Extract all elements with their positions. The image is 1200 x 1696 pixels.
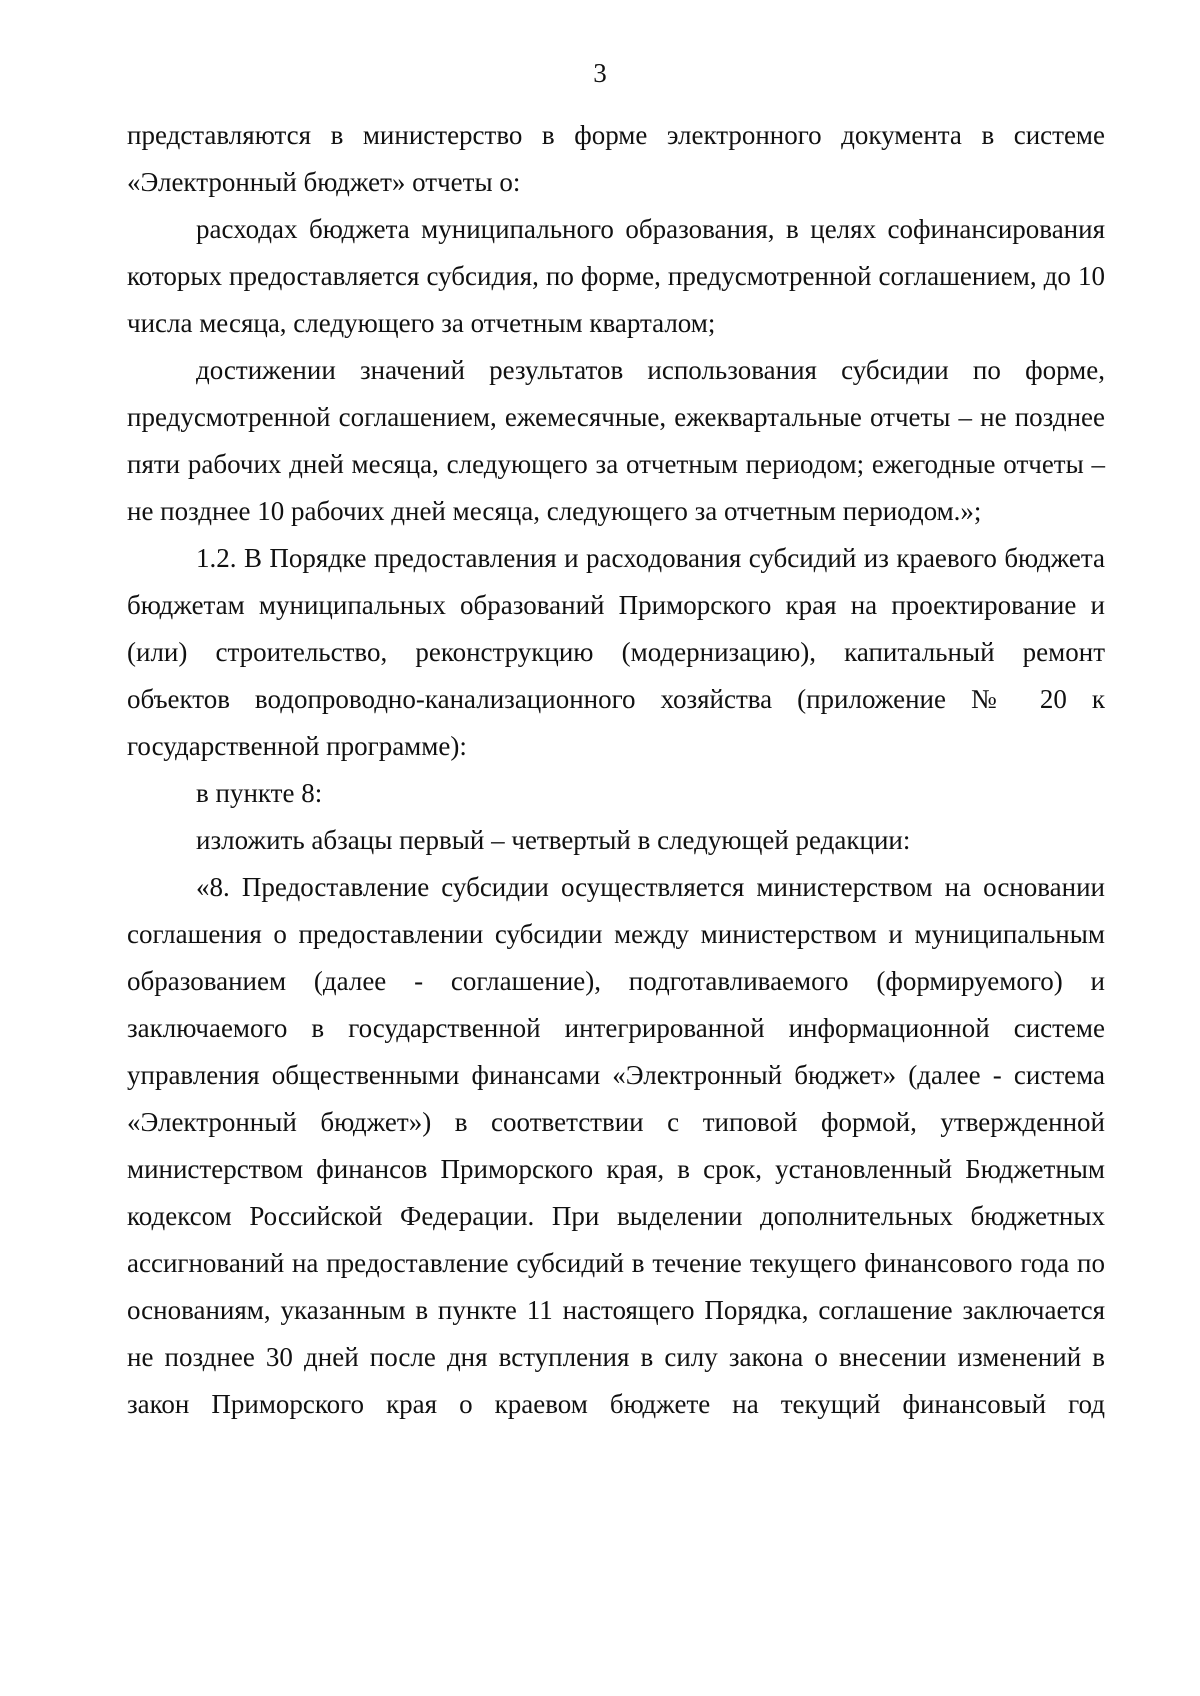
page-number: 3 xyxy=(593,58,607,88)
paragraph-item-8: «8. Предоставление субсидии осуществляется министерством на основании соглашения о предоставлении субсидии между министерством и муниципальным образованием (далее - соглашение), подготавливаемого (формируемого) и заключаемого в государственной интегрированной информационной системе управления общественными финансами «Электронный бюджет» (далее - система «Электронный бюджет») в соответствии с типовой формой, утвержденной министерством финансов Приморского края, в срок, установленный Бюджетным кодексом Российской Федерации. При выделении дополнительных бюджетных ассигнований на предоставление субсидий в течение текущего финансового года по основаниям, указанным в пункте 11 настоящего Порядка, соглашение заключается не позднее 30 дней после дня вступления в силу закона о внесении изменений в закон Приморского края о краевом бюджете на текущий финансовый год xyxy=(127,872,1105,1419)
paragraph-expenses-report: расходах бюджета муниципального образования, в целях софинансирования которых предоставляется субсидия, по форме, предусмотренной соглашением, до 10 числа месяца, следующего за отчетным кварталом; xyxy=(127,214,1105,338)
paragraph-results-report: достижении значений результатов использования субсидии по форме, предусмотренной соглашением, ежемесячные, ежеквартальные отчеты – не позднее пяти рабочих дней месяца, следующего за отчетным периодом; ежегодные отчеты – не позднее 10 рабочих дней месяца, следующего за отчетным периодом.»; xyxy=(127,355,1105,526)
paragraph-reports-intro: представляются в министерство в форме электронного документа в системе «Электронный бюджет» отчеты о: xyxy=(127,120,1105,197)
paragraph-section-1-2: 1.2. В Порядке предоставления и расходования субсидий из краевого бюджета бюджетам муниципальных образований Приморского края на проектирование и (или) строительство, реконструкцию (модернизацию), капитальный ремонт объектов водопроводно-канализационного хозяйства (приложение № 20 к государственной программе): xyxy=(127,543,1105,761)
paragraph-point-8: в пункте 8: xyxy=(196,778,323,808)
document-body xyxy=(127,112,1105,1428)
paragraph-new-wording: изложить абзацы первый – четвертый в следующей редакции: xyxy=(196,825,911,855)
